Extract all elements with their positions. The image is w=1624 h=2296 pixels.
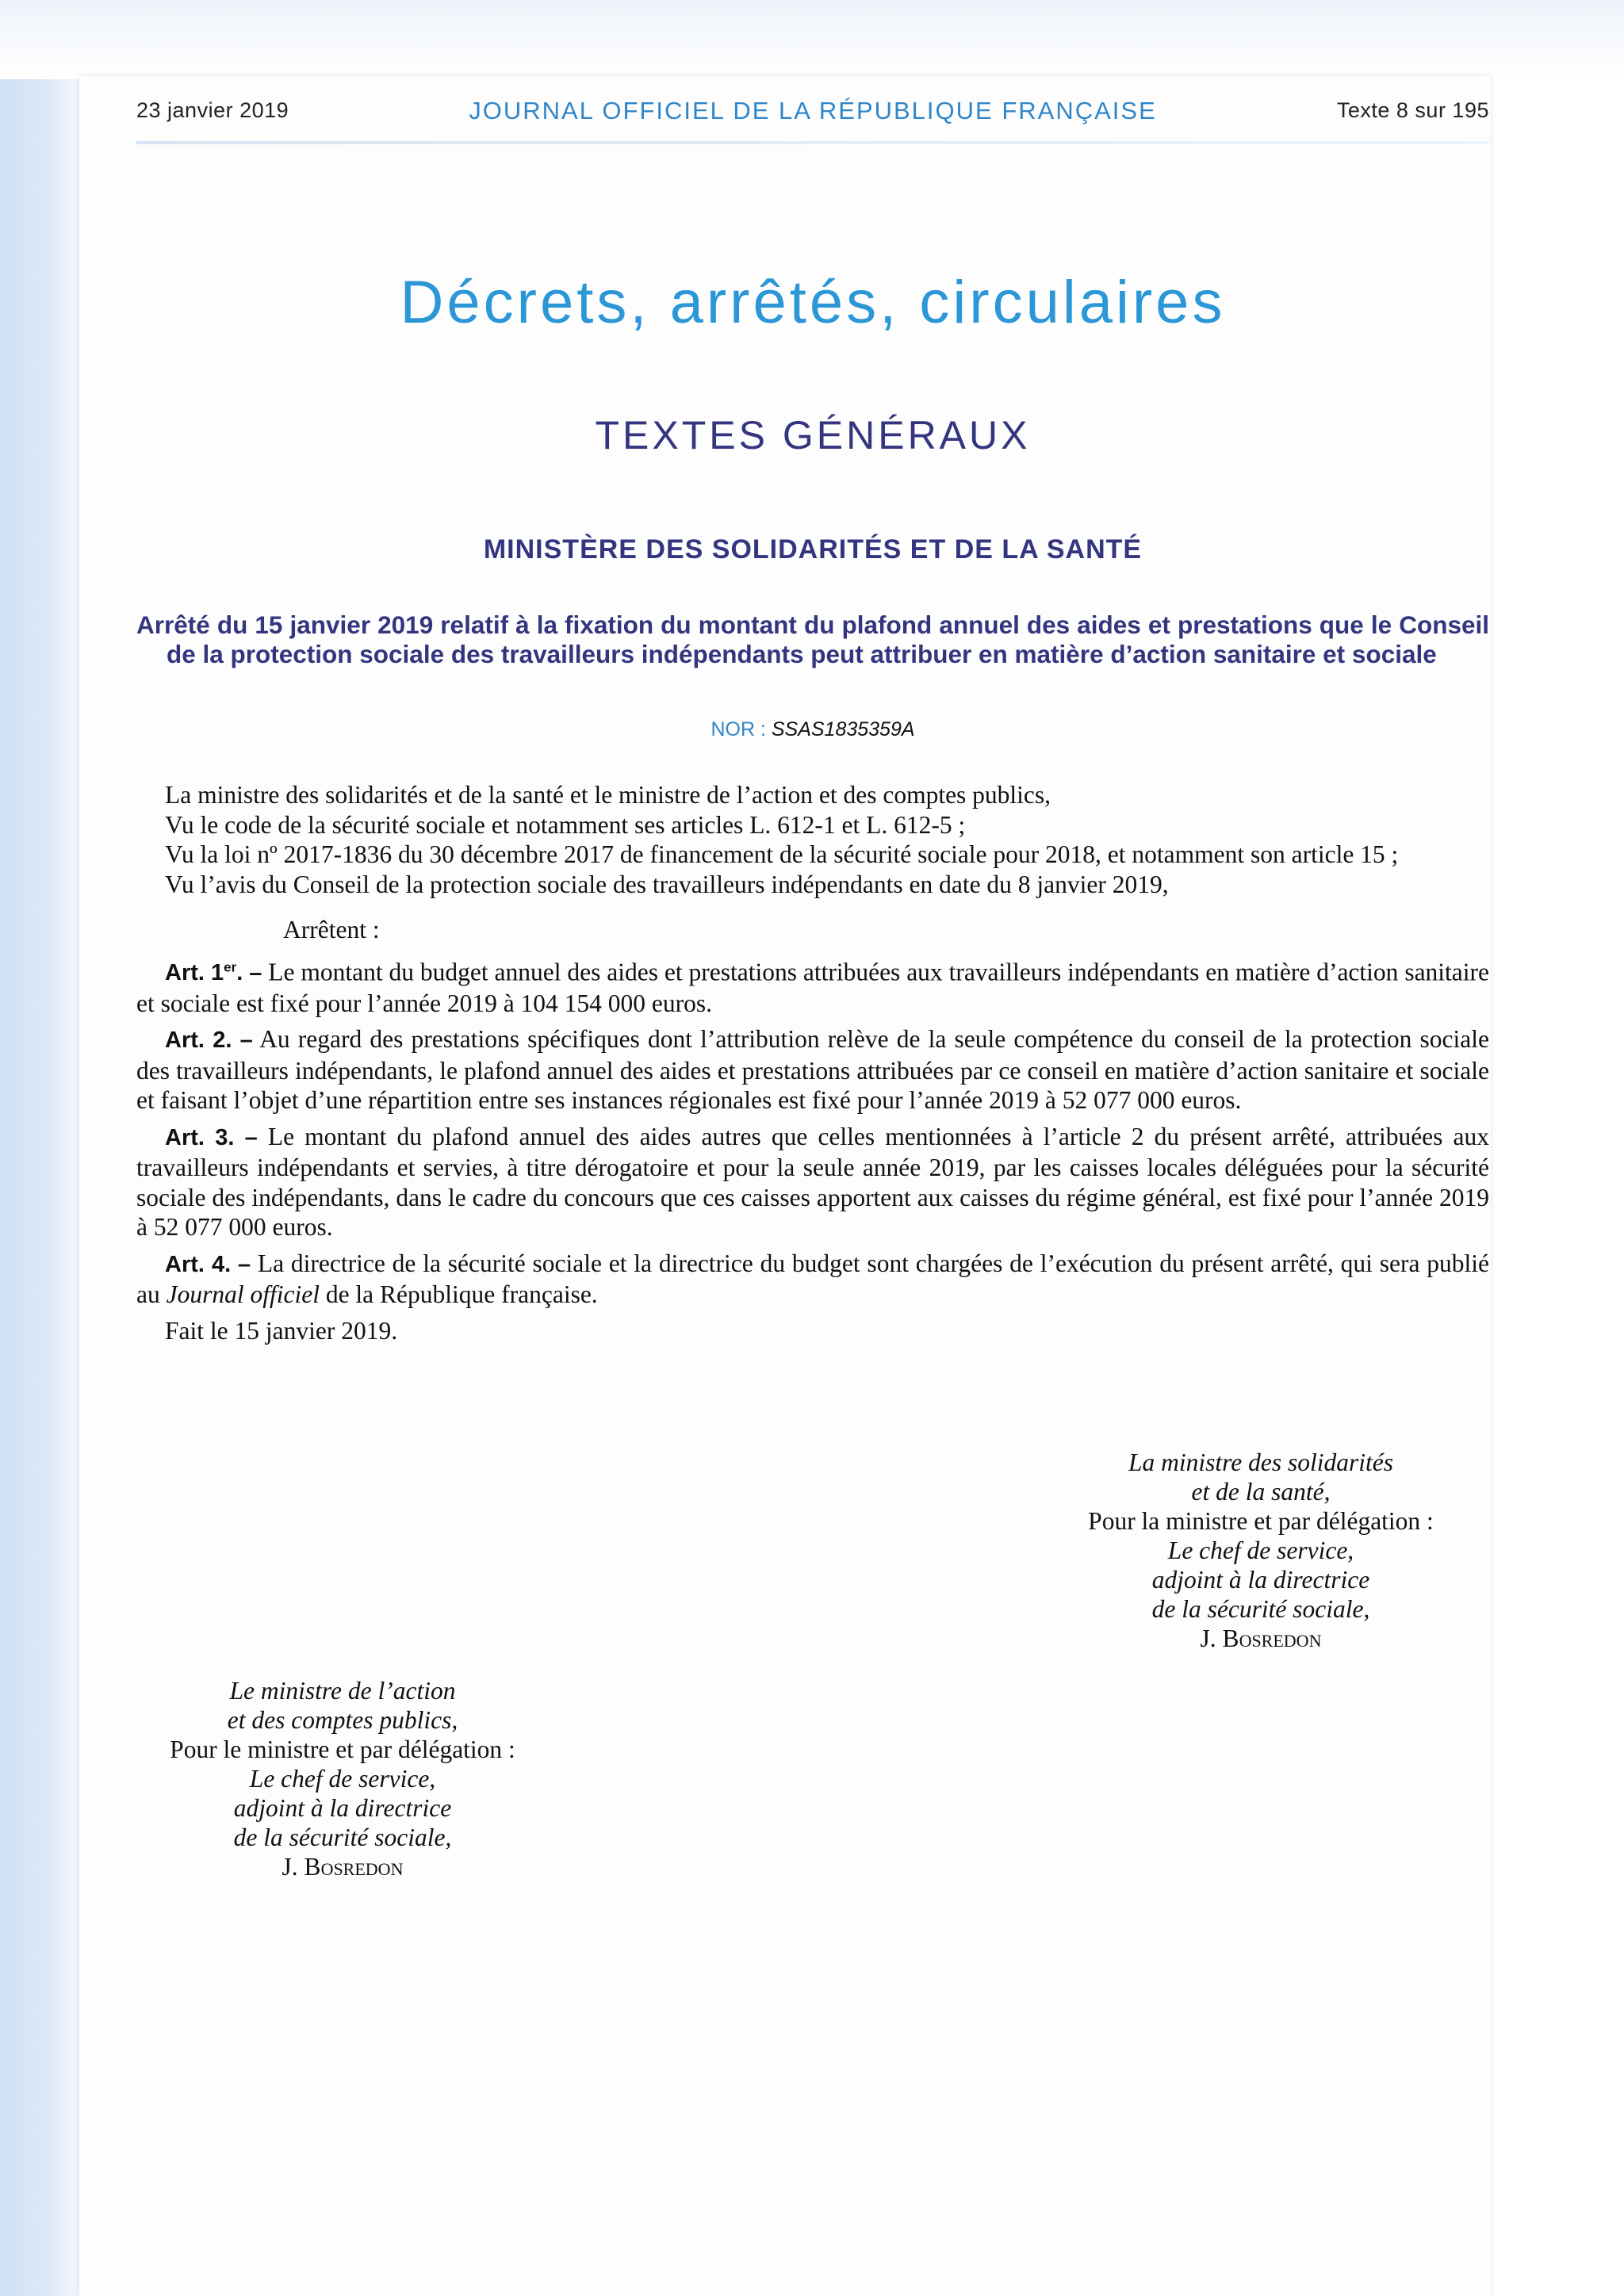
header-divider (136, 141, 1489, 144)
fait-le-line: Fait le 15 janvier 2019. (165, 1316, 398, 1345)
section-title: Décrets, arrêtés, circulaires (400, 269, 1226, 336)
journal-officiel-italic: Journal officiel (166, 1280, 320, 1309)
article-label: Art. 1er. (165, 959, 243, 986)
signature-role: Le ministre de l’action (229, 1677, 456, 1705)
signature-title: de la sécurité sociale, (1151, 1595, 1370, 1623)
signature-name: J. Bosredon (282, 1853, 404, 1881)
article-1 (136, 953, 1489, 1019)
nor-reference (136, 718, 1489, 741)
preamble-line: Vu le code de la sécurité sociale et notamment ses articles L. 612-1 et L. 612-5 ; (165, 810, 966, 839)
signature-name: J. Bosredon (1200, 1624, 1322, 1652)
document-body (136, 780, 1489, 1345)
article-label: Art. 2. (165, 1027, 232, 1054)
signature-title: de la sécurité sociale, (233, 1823, 452, 1851)
signature-role: et des comptes publics, (227, 1706, 458, 1734)
signature-role: et de la santé, (1191, 1478, 1331, 1506)
page-margin-top (0, 0, 1624, 79)
signature-role: La ministre des solidarités (1128, 1448, 1393, 1476)
preamble-line: La ministre des solidarités et de la santé et le ministre de l’action et des comptes publics, (165, 781, 1051, 809)
header-date: 23 janvier 2019 (136, 98, 289, 122)
article-text: de la République française. (325, 1280, 598, 1309)
article-text: Le montant du plafond annuel des aides autres que celles mentionnées à l’article 2 du présent arrêté, attribuées aux travailleurs indépendants et servies, à titre dérogatoire et pour la seule année 2019, par les caisses locales déléguées pour la sécurité sociale des indépendants, dans le cadre du concours que ces caisses apportent aux caisses du régime général, est fixé pour l’année 2019 à 52 077 000 euros. (136, 1122, 1490, 1242)
signature-delegation: Pour le ministre et par délégation : (170, 1735, 515, 1763)
article-label: Art. 3. (165, 1124, 235, 1150)
signature-delegation: Pour la ministre et par délégation : (1088, 1507, 1434, 1535)
article-text: La directrice de la sécurité sociale et la directrice du budget sont chargées de l’exécution du présent arrêté, qui sera publié au (136, 1249, 1489, 1309)
arrete-title: Arrêté du 15 janvier 2019 relatif à la fixation du montant du plafond annuel des aides et prestations que le Conseil de la protection sociale des travailleurs indépendants peut attribuer en matière d’action sanitaire et sociale (136, 610, 1489, 668)
signature-title: adjoint à la directrice (233, 1794, 452, 1822)
signature-block-left (136, 1676, 549, 1881)
sub-title: TEXTES GÉNÉRAUX (595, 413, 1031, 457)
page-header (136, 92, 1489, 132)
nor-label: NOR : (710, 718, 766, 740)
ministry-heading: MINISTÈRE DES SOLIDARITÉS ET DE LA SANTÉ (483, 534, 1143, 564)
article-2 (136, 1024, 1489, 1115)
page-margin-left (0, 0, 79, 2296)
signature-block-right (1055, 1448, 1467, 1653)
article-dash: – (249, 960, 262, 986)
header-journal-title: JOURNAL OFFICIEL DE LA RÉPUBLIQUE FRANÇAISE (469, 97, 1157, 124)
article-text: Au regard des prestations spécifiques dont l’attribution relève de la seule compétence du conseil de la protection sociale des travailleurs indépendants, le plafond annuel des aides et prestations attribuées par ce conseil en matière d’action sanitaire et sociale et faisant l’objet d’une répartition entre ses instances régionales est fixé pour l’année 2019 à 52 077 000 euros. (136, 1025, 1489, 1115)
article-dash: – (239, 1027, 253, 1054)
signature-title: Le chef de service, (1167, 1536, 1354, 1564)
nor-code: SSAS1835359A (771, 718, 915, 740)
arretent-line: Arrêtent : (283, 916, 380, 943)
article-dash: – (237, 1251, 251, 1277)
preamble-line: Vu l’avis du Conseil de la protection sociale des travailleurs indépendants en date du 8 janvier 2019, (165, 870, 1169, 898)
article-text: Le montant du budget annuel des aides et prestations attribuées aux travailleurs indépendants en matière d’action sanitaire et sociale est fixé pour l’année 2019 à 104 154 000 euros. (136, 958, 1490, 1017)
article-label: Art. 4. (165, 1251, 232, 1277)
signature-title: Le chef de service, (249, 1765, 436, 1793)
article-3 (136, 1122, 1489, 1242)
header-text-number: Texte 8 sur 195 (1336, 98, 1489, 122)
article-dash: – (244, 1124, 258, 1150)
signature-title: adjoint à la directrice (1151, 1566, 1370, 1594)
article-4 (136, 1249, 1489, 1310)
preamble-line: Vu la loi nº 2017-1836 du 30 décembre 2017 de financement de la sécurité sociale pour 2018, et notamment son article 15 ; (165, 840, 1399, 868)
